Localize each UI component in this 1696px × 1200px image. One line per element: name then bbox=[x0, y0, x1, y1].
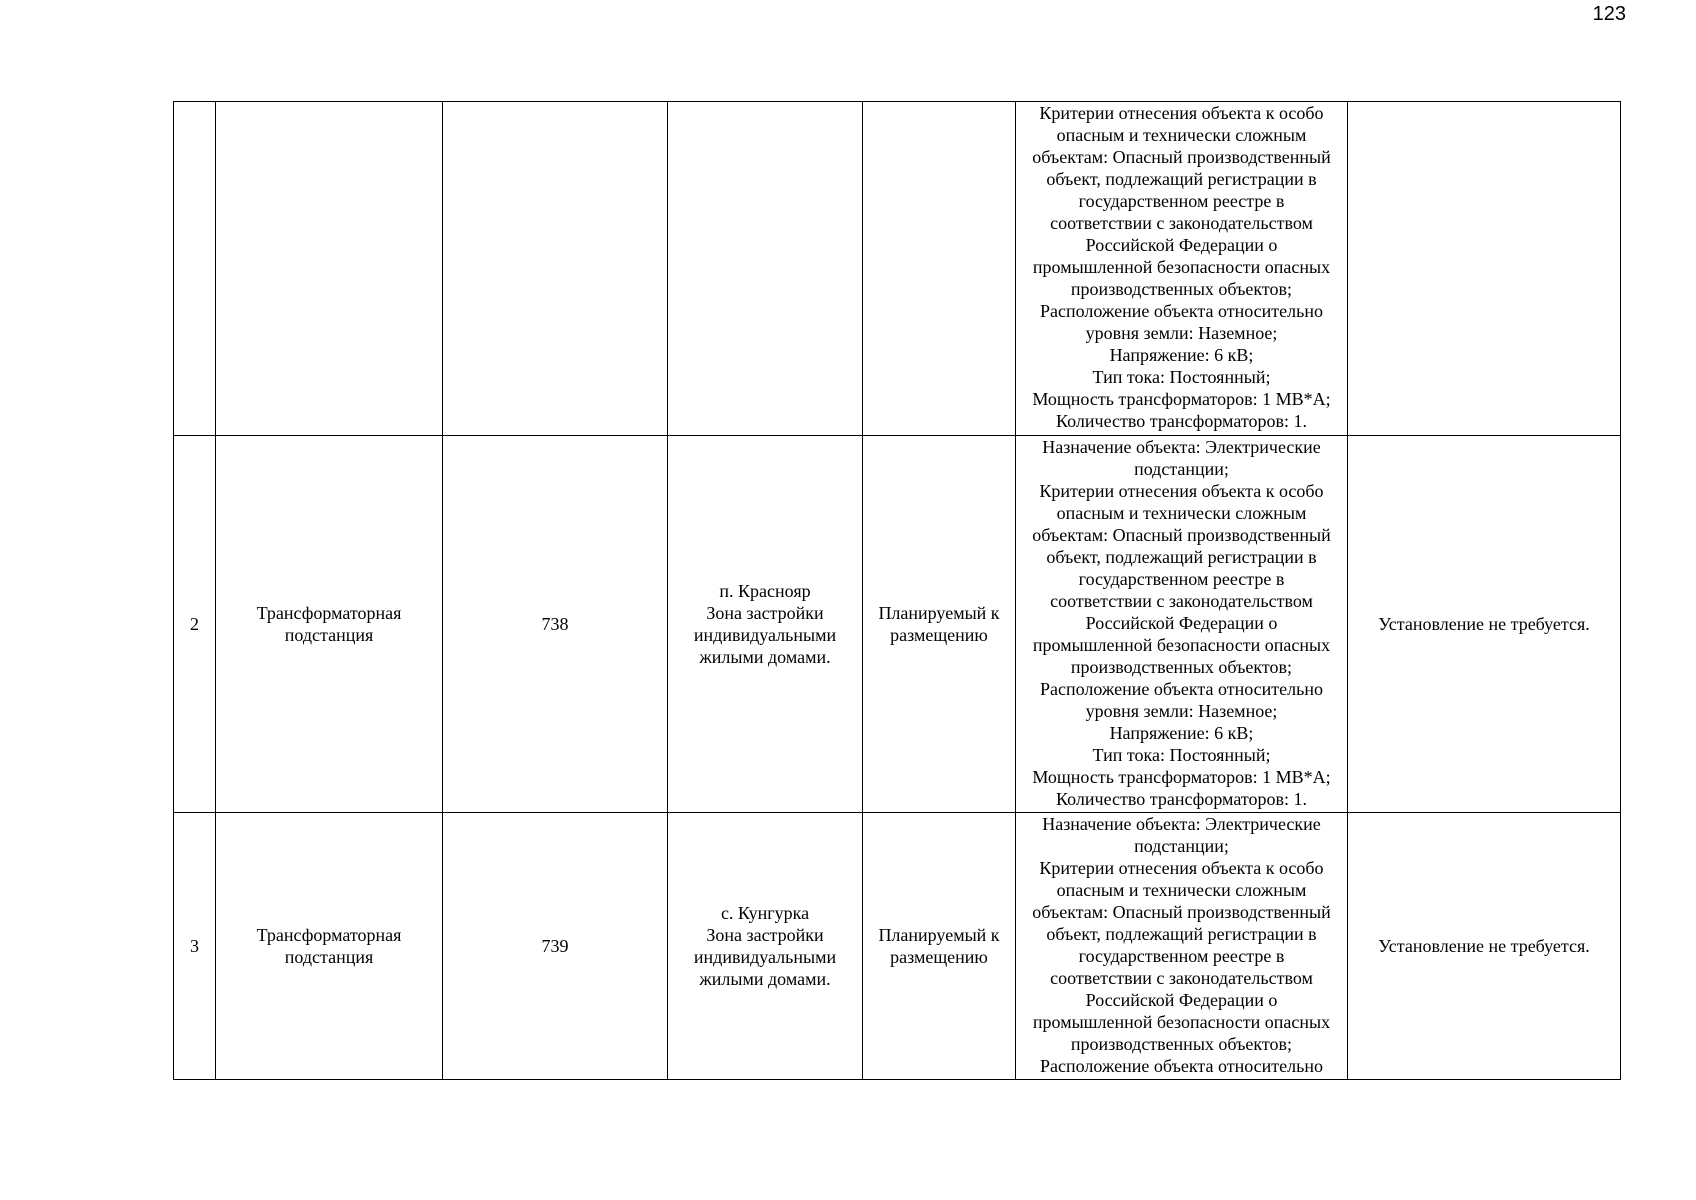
text-line: объектам: Опасный производственный bbox=[1032, 525, 1331, 545]
text-line: производственных объектов; bbox=[1070, 657, 1293, 677]
status-cell bbox=[863, 813, 1016, 1080]
text-line: Количество трансформаторов: 1. bbox=[1056, 411, 1307, 431]
text-line: Расположение объекта относительно bbox=[1040, 301, 1323, 321]
text-line: подстанция bbox=[284, 625, 374, 645]
text-line: размещению bbox=[890, 625, 988, 645]
text-line: производственных объектов; bbox=[1070, 1034, 1293, 1054]
text-line: Назначение объекта: Электрические bbox=[1042, 814, 1321, 834]
text-line: объект, подлежащий регистрации в bbox=[1046, 547, 1317, 567]
text-line: Российской Федерации о bbox=[1085, 990, 1278, 1010]
text-line: Критерии отнесения объекта к особо bbox=[1039, 103, 1324, 123]
row-number-cell: 2 bbox=[174, 436, 216, 813]
text-line: индивидуальными bbox=[693, 625, 837, 645]
text-line: подстанции; bbox=[1134, 836, 1229, 856]
text-line: Критерии отнесения объекта к особо bbox=[1039, 481, 1324, 501]
text-line: Расположение объекта относительно bbox=[1040, 679, 1323, 699]
text-line: объектам: Опасный производственный bbox=[1032, 902, 1331, 922]
text-line: Тип тока: Постоянный; bbox=[1092, 367, 1271, 387]
text-line: объект, подлежащий регистрации в bbox=[1046, 169, 1317, 189]
location-cell bbox=[668, 102, 863, 436]
text-line: Трансформаторная bbox=[256, 603, 402, 623]
text-line: Российской Федерации о bbox=[1085, 613, 1278, 633]
zones-cell: Установление не требуется. bbox=[1348, 813, 1621, 1080]
text-line: Зона застройки bbox=[706, 925, 824, 945]
text-line: промышленной безопасности опасных bbox=[1032, 635, 1331, 655]
text-line: Трансформаторная bbox=[256, 925, 402, 945]
text-line: уровня земли: Наземное; bbox=[1085, 701, 1278, 721]
text-line: Расположение объекта относительно bbox=[1040, 1056, 1323, 1076]
table-row bbox=[174, 102, 1621, 436]
text-line: Мощность трансформаторов: 1 МВ*А; bbox=[1032, 767, 1331, 787]
table-row bbox=[174, 436, 1621, 813]
text-line: подстанции; bbox=[1134, 459, 1229, 479]
text-line: производственных объектов; bbox=[1070, 279, 1293, 299]
status-cell bbox=[863, 102, 1016, 436]
object-code-cell: 739 bbox=[443, 813, 668, 1080]
text-line: Назначение объекта: Электрические bbox=[1042, 437, 1321, 457]
text-line: объектам: Опасный производственный bbox=[1032, 147, 1331, 167]
text-line: размещению bbox=[890, 947, 988, 967]
text-line: промышленной безопасности опасных bbox=[1032, 257, 1331, 277]
text-line: Количество трансформаторов: 1. bbox=[1056, 789, 1307, 809]
object-code-cell bbox=[443, 102, 668, 436]
text-line: Зона застройки bbox=[706, 603, 824, 623]
zones-cell: Установление не требуется. bbox=[1348, 436, 1621, 813]
text-line: соответствии с законодательством bbox=[1050, 968, 1313, 988]
text-line: государственном реестре в bbox=[1078, 569, 1285, 589]
text-line: Критерии отнесения объекта к особо bbox=[1039, 858, 1324, 878]
text-line: промышленной безопасности опасных bbox=[1032, 1012, 1331, 1032]
location-cell bbox=[668, 813, 863, 1080]
text-line: Планируемый к bbox=[878, 925, 1000, 945]
row-number-cell bbox=[174, 102, 216, 436]
page-number: 123 bbox=[1592, 3, 1626, 25]
text-line: п. Краснояр bbox=[719, 581, 811, 601]
zones-cell bbox=[1348, 102, 1621, 436]
object-name-cell bbox=[216, 436, 443, 813]
characteristics-cell bbox=[1016, 102, 1348, 436]
text-line: Планируемый к bbox=[878, 603, 1000, 623]
text-line: опасным и технически сложным bbox=[1056, 125, 1307, 145]
characteristics-cell bbox=[1016, 813, 1348, 1080]
text-line: опасным и технически сложным bbox=[1056, 880, 1307, 900]
object-name-cell bbox=[216, 813, 443, 1080]
text-line: подстанция bbox=[284, 947, 374, 967]
text-line: Напряжение: 6 кВ; bbox=[1109, 345, 1254, 365]
text-line: с. Кунгурка bbox=[720, 903, 810, 923]
text-line: Мощность трансформаторов: 1 МВ*А; bbox=[1032, 389, 1331, 409]
characteristics-cell bbox=[1016, 436, 1348, 813]
objects-table bbox=[173, 101, 1621, 1080]
text-line: государственном реестре в bbox=[1078, 946, 1285, 966]
object-code-cell: 738 bbox=[443, 436, 668, 813]
text-line: уровня земли: Наземное; bbox=[1085, 323, 1278, 343]
text-line: соответствии с законодательством bbox=[1050, 591, 1313, 611]
text-line: объект, подлежащий регистрации в bbox=[1046, 924, 1317, 944]
text-line: Напряжение: 6 кВ; bbox=[1109, 723, 1254, 743]
table-row bbox=[174, 813, 1621, 1080]
status-cell bbox=[863, 436, 1016, 813]
object-name-cell bbox=[216, 102, 443, 436]
text-line: соответствии с законодательством bbox=[1050, 213, 1313, 233]
text-line: Тип тока: Постоянный; bbox=[1092, 745, 1271, 765]
text-line: индивидуальными bbox=[693, 947, 837, 967]
text-line: опасным и технически сложным bbox=[1056, 503, 1307, 523]
text-line: государственном реестре в bbox=[1078, 191, 1285, 211]
text-line: жилыми домами. bbox=[699, 647, 831, 667]
location-cell bbox=[668, 436, 863, 813]
text-line: жилыми домами. bbox=[699, 969, 831, 989]
text-line: Российской Федерации о bbox=[1085, 235, 1278, 255]
row-number-cell: 3 bbox=[174, 813, 216, 1080]
